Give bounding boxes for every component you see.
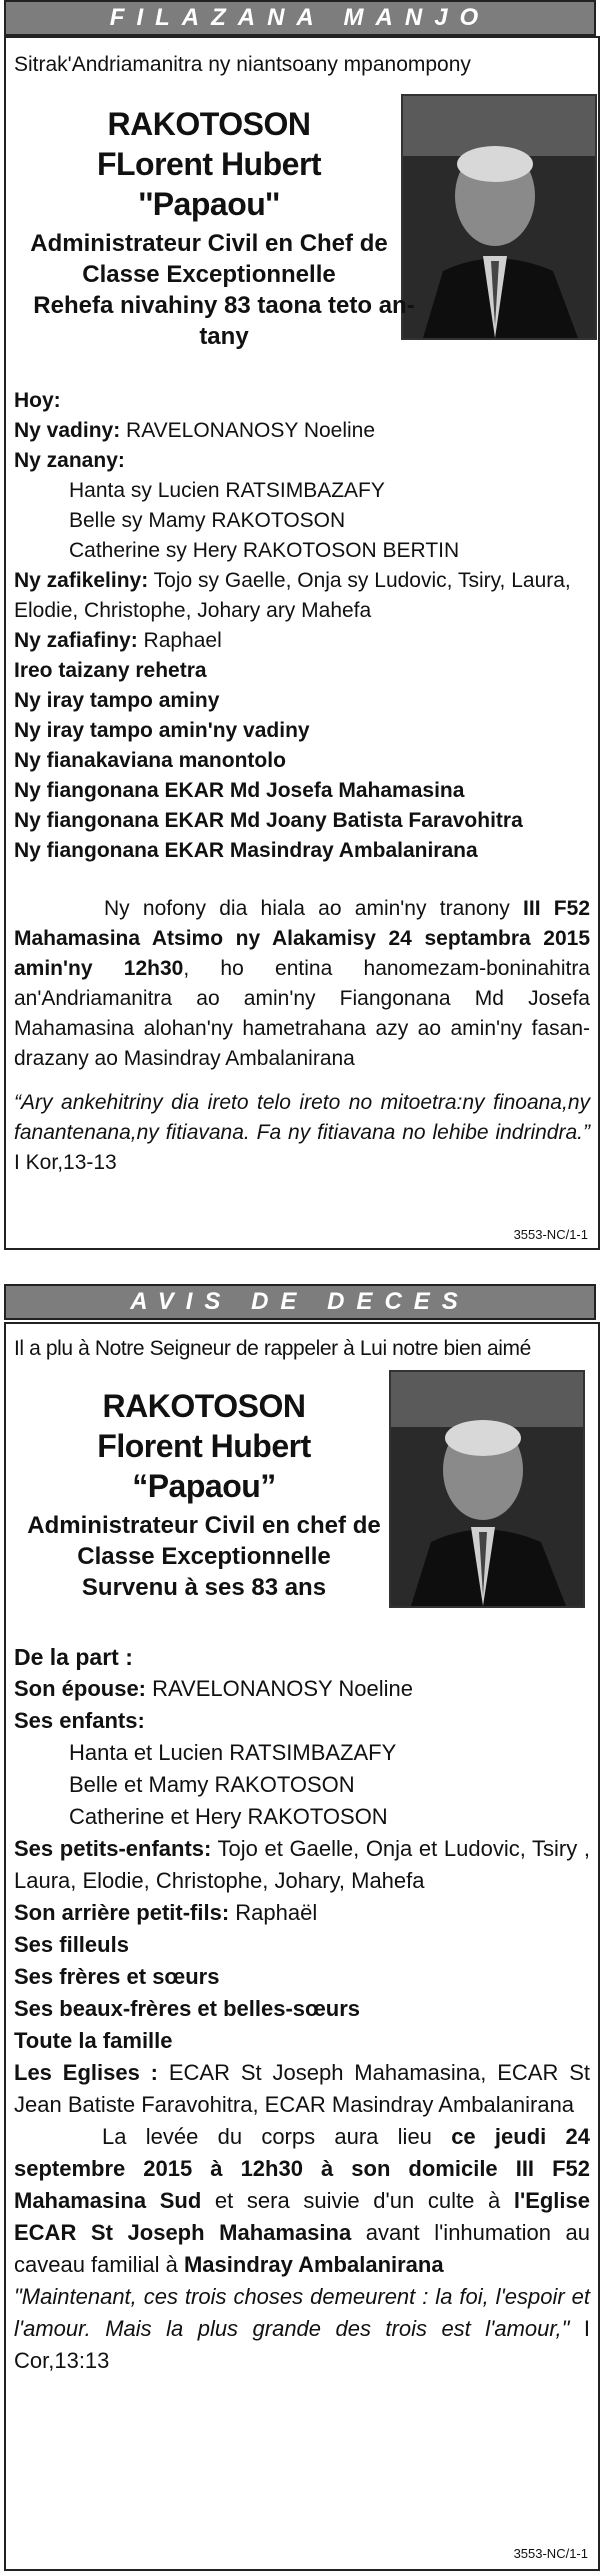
children-label: Ny zanany: — [14, 449, 125, 472]
church-line: Ny fiangonana EKAR Masindray Ambalanirana — [14, 839, 478, 862]
child-line: Belle sy Mamy RAKOTOSON — [69, 509, 346, 532]
name-block — [14, 1386, 394, 1603]
family-line: Toute la famille — [14, 2028, 173, 2053]
hoy-label: Hoy: — [14, 389, 61, 412]
age-line: Survenu à ses 83 ans — [81, 1574, 327, 1601]
intro-line: Il a plu à Notre Seigneur de rappeler à Lui notre bien aimé — [14, 1337, 531, 1360]
spouse-line: Son épouse: RAVELONANOSY Noeline — [14, 1676, 413, 1701]
child-line: Hanta et Lucien RATSIMBAZAFY — [69, 1740, 397, 1765]
deceased-given-names: FLorent Hubert — [96, 146, 322, 182]
deceased-nickname: “Papaou” — [132, 1468, 276, 1504]
obituary-panel-french — [4, 1322, 600, 2571]
family-line: Ny iray tampo amin'ny vadiny — [14, 719, 310, 742]
family-line: Ses filleuls — [14, 1932, 129, 1957]
churches-line: Les Eglises : ECAR St Joseph Mahamasina, ECAR St Jean Batiste Faravohitra, ECAR Masindray Ambalanirana — [14, 2060, 590, 2117]
deceased-title-2: Classe Exceptionnelle — [82, 261, 336, 288]
notice-header-filazana: FILAZANA MANJO — [4, 0, 596, 36]
funeral-announcement: Ny nofony dia hiala ao amin'ny tranony III F52 Mahamasina Atsimo ny Alakamisy 24 septambra 2015 amin'ny 12h30, ho entina hanomezam-boninahitra an'Andriamanitra ao amin'ny Fiangonana Md Josefa Mahamasina alohan'ny hametrahana azy ao amin'ny fasan-drazany ao Masindray Ambalanirana — [14, 897, 590, 1070]
scripture-quote: "Maintenant, ces trois choses demeurent : la foi, l'espoir et l'amour. Mais la plus grande des trois est l'amour," I Cor,13:13 — [14, 2284, 590, 2373]
family-line: Ses beaux-frères et belles-sœurs — [14, 1996, 361, 2021]
notice-body — [14, 44, 590, 1178]
child-line: Catherine sy Hery RAKOTOSON BERTIN — [69, 539, 460, 562]
family-line: Ny fianakaviana manontolo — [14, 749, 286, 772]
deceased-surname: RAKOTOSON — [107, 106, 311, 142]
family-line: Ses frères et sœurs — [14, 1964, 220, 1989]
funeral-announcement: La levée du corps aura lieu ce jeudi 24 septembre 2015 à 12h30 à son domicile III F52 Mahamasina Sud et sera suivie d'un culte à l'Eglise ECAR St Joseph Mahamasina avant l'inhumation au caveau familial à Masindray Ambalanirana — [14, 2124, 590, 2277]
family-line: Ireo taizany rehetra — [14, 659, 207, 682]
deceased-surname: RAKOTOSON — [102, 1388, 306, 1424]
deceased-nickname: ''Papaou'' — [138, 186, 280, 222]
notice-header-avis: AVIS DE DECES — [4, 1284, 596, 1320]
reference-code: 3553-NC/1-1 — [513, 2546, 588, 2561]
deceased-given-names: Florent Hubert — [97, 1428, 311, 1464]
reference-code: 3553-NC/1-1 — [513, 1227, 588, 1242]
intro-line: Sitrak'Andriamanitra ny niantsoany mpanompony — [14, 53, 471, 76]
from-label: De la part : — [14, 1644, 133, 1670]
age-line: Rehefa nivahiny 83 taona teto an-tany — [33, 292, 415, 350]
deceased-title-2: Classe Exceptionnelle — [77, 1543, 331, 1570]
grandchildren-line: Ny zafikeliny: Tojo sy Gaelle, Onja sy Ludovic, Tsiry, Laura, Elodie, Christophe, Johary ary Mahefa — [14, 569, 571, 622]
child-line: Catherine et Hery RAKOTOSON — [69, 1804, 388, 1829]
deceased-title-1: Administrateur Civil en chef de — [27, 1512, 381, 1539]
children-label: Ses enfants: — [14, 1708, 145, 1733]
family-line: Ny iray tampo aminy — [14, 689, 220, 712]
notice-body — [14, 1330, 590, 2377]
child-line: Hanta sy Lucien RATSIMBAZAFY — [69, 479, 385, 502]
spouse-line: Ny vadiny: RAVELONANOSY Noeline — [14, 419, 376, 442]
grandchildren-line: Ses petits-enfants: Tojo et Gaelle, Onja et Ludovic, Tsiry , Laura, Elodie, Christophe, Johary, Mahefa — [14, 1836, 590, 1893]
obituary-panel-malagasy — [4, 36, 600, 1250]
child-line: Belle et Mamy RAKOTOSON — [69, 1772, 355, 1797]
great-grandchild-line: Son arrière petit-fils: Raphaël — [14, 1900, 318, 1925]
scripture-quote: “Ary ankehitriny dia ireto telo ireto no mitoetra:ny finoana,ny fanantenana,ny fitiavana. Fa ny fitiavana no lehibe indrindra.” I Kor,13-13 — [14, 1091, 590, 1174]
church-line: Ny fiangonana EKAR Md Joany Batista Faravohitra — [14, 809, 523, 832]
deceased-title-1: Administrateur Civil en Chef de — [30, 230, 388, 257]
name-block — [14, 104, 415, 352]
great-grandchild-line: Ny zafiafiny: Raphael — [14, 629, 222, 652]
church-line: Ny fiangonana EKAR Md Josefa Mahamasina — [14, 779, 465, 802]
